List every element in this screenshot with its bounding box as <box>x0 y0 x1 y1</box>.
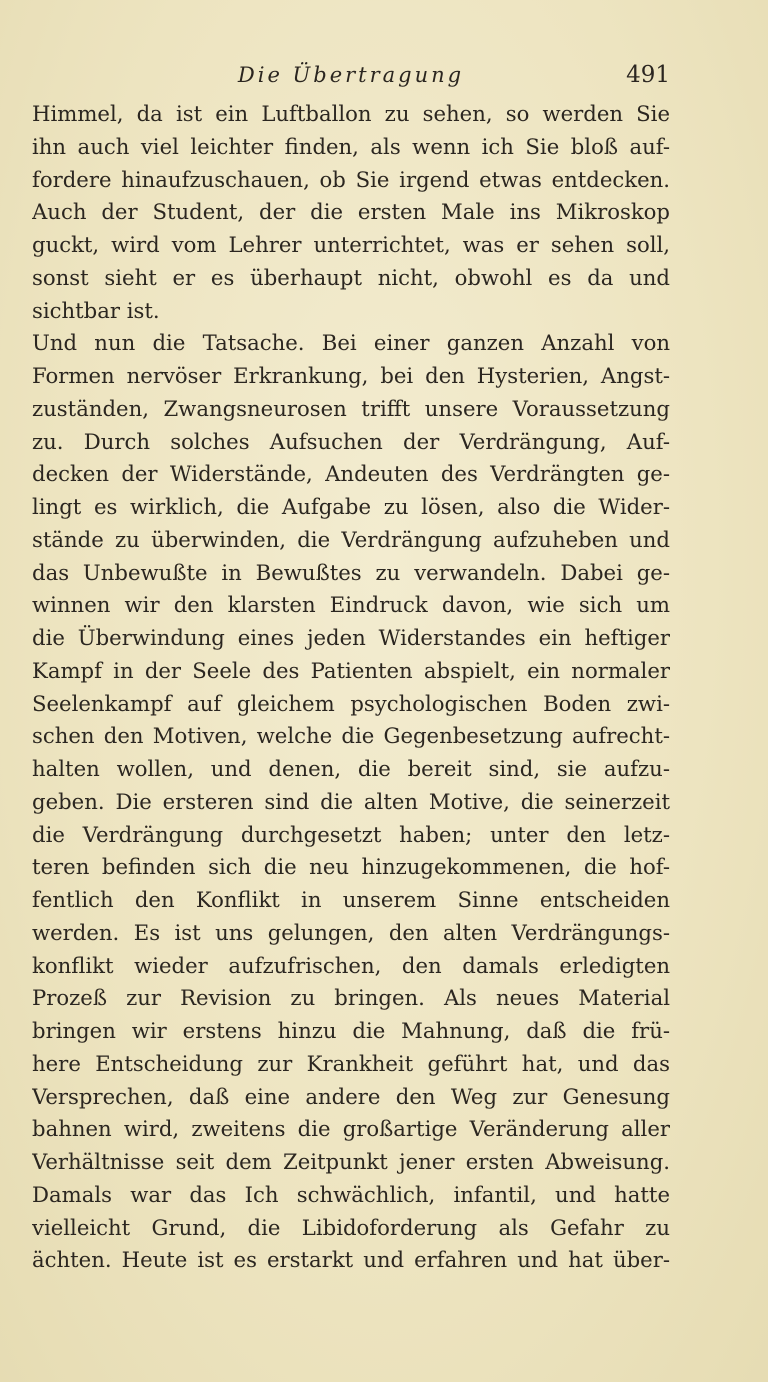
text-line: lingt es wirklich, die Aufgabe zu lösen, also die Wider- <box>32 494 670 519</box>
text-line: die Verdrängung durchgesetzt haben; unter den letz- <box>32 821 670 847</box>
text-line: die Überwindung eines jeden Widerstandes ein heftiger <box>32 625 670 650</box>
text-line: werden. Es ist uns gelungen, den alten Verdrängungs- <box>32 919 670 945</box>
running-title: Die Übertragung <box>237 63 465 87</box>
text-line: vielleicht Grund, die Libidoforderung als Gefahr zu <box>32 1214 670 1240</box>
text-line: winnen wir den klarsten Eindruck davon, wie sich um <box>32 592 670 618</box>
text-line: sichtbar ist. <box>32 297 160 323</box>
text-line: halten wollen, und denen, die bereit sind, sie aufzu- <box>32 756 670 781</box>
text-line: zuständen, Zwangsneurosen trifft unsere Voraussetzung <box>32 395 670 421</box>
text-line: Und nun die Tatsache. Bei einer ganzen Anzahl von <box>32 330 670 356</box>
text-line: Formen nervöser Erkrankung, bei den Hysterien, Angst- <box>32 363 670 388</box>
text-line: ächten. Heute ist es erstarkt und erfahren und hat über- <box>32 1247 670 1273</box>
text-line: zu. Durch solches Aufsuchen der Verdrängung, Auf- <box>32 428 670 454</box>
text-line: teren befinden sich die neu hinzugekommenen, die hof- <box>32 854 670 880</box>
text-line: sonst sieht er es überhaupt nicht, obwohl es da und <box>32 264 670 290</box>
text-line: bringen wir erstens hinzu die Mahnung, daß die frü- <box>32 1018 670 1043</box>
text-line: bahnen wird, zweitens die großartige Veränderung aller <box>32 1116 670 1142</box>
text-line: Prozeß zur Revision zu bringen. Als neues Material <box>32 985 670 1011</box>
text-line: here Entscheidung zur Krankheit geführt hat, und das <box>32 1050 670 1076</box>
text-line: fentlich den Konflikt in unserem Sinne entscheiden <box>32 887 670 912</box>
text-line: geben. Die ersteren sind die alten Motive, die seinerzeit <box>32 788 670 814</box>
running-header <box>32 58 670 92</box>
page-number: 491 <box>626 62 670 88</box>
text-line: guckt, wird vom Lehrer unterrichtet, was er sehen soll, <box>32 232 670 257</box>
text-line: stände zu überwinden, die Verdrängung aufzuheben und <box>32 526 670 552</box>
text-line: konflikt wieder aufzufrischen, den damals erledigten <box>32 952 670 978</box>
text-line: Himmel, da ist ein Luftballon zu sehen, so werden Sie <box>32 101 670 126</box>
text-line: fordere hinaufzuschauen, ob Sie irgend etwas entdecken. <box>32 166 670 192</box>
text-line: Versprechen, daß eine andere den Weg zur Genesung <box>32 1083 670 1109</box>
text-line: das Unbewußte in Bewußtes zu verwandeln. Dabei ge- <box>32 559 670 585</box>
body-text <box>32 98 670 1277</box>
text-line: schen den Motiven, welche die Gegenbesetzung aufrecht- <box>32 723 670 749</box>
text-line: Auch der Student, der die ersten Male ins Mikroskop <box>32 199 670 225</box>
text-line: Verhältnisse seit dem Zeitpunkt jener ersten Abweisung. <box>32 1149 670 1174</box>
text-line: decken der Widerstände, Andeuten des Verdrängten ge- <box>32 461 670 487</box>
text-line: Seelenkampf auf gleichem psychologischen Boden zwi- <box>32 690 670 716</box>
text-line: Damals war das Ich schwächlich, infantil, und hatte <box>32 1181 670 1207</box>
text-line: Kampf in der Seele des Patienten abspielt, ein normaler <box>32 657 670 683</box>
text-line: ihn auch viel leichter finden, als wenn ich Sie bloß auf- <box>32 133 670 159</box>
